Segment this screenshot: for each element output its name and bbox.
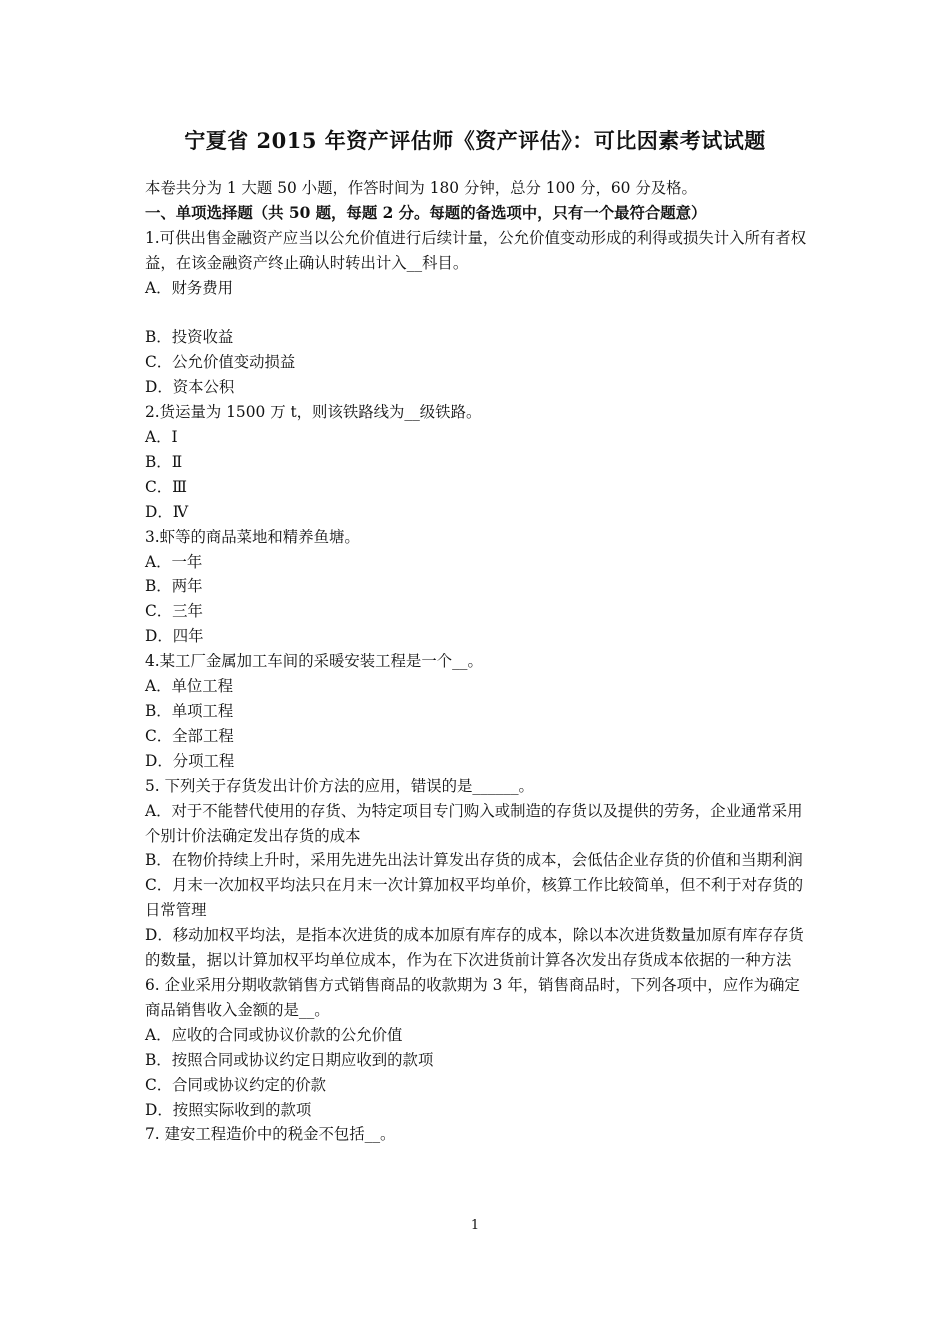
option-item: A．对于不能替代使用的存货、为特定项目专门购入或制造的存货以及提供的劳务，企业通常采用个别计价法确定发出存货的成本 bbox=[145, 801, 803, 845]
option-item: D．Ⅳ bbox=[145, 502, 189, 521]
option-item: A．财务费用 bbox=[145, 278, 234, 297]
question-stem: 6. 企业采用分期收款销售方式销售商品的收款期为 3 年，销售商品时，下列各项中，应作为确定商品销售收入金额的是__。 bbox=[145, 975, 800, 1019]
option-item: D．资本公积 bbox=[145, 378, 235, 397]
question-stem: 3.虾等的商品菜地和精养鱼塘。 bbox=[145, 527, 360, 546]
option-item: B．投资收益 bbox=[145, 328, 234, 347]
option-item: C．公允价值变动损益 bbox=[145, 353, 296, 372]
option-item: C．月末一次加权平均法只在月末一次计算加权平均单价，核算工作比较简单，但不利于对存货的日常管理 bbox=[145, 876, 804, 920]
option-item: B．两年 bbox=[145, 577, 203, 596]
option-item: C．合同或协议约定的价款 bbox=[145, 1075, 327, 1094]
question-stem: 2.货运量为 1500 万 t，则该铁路线为__级铁路。 bbox=[145, 403, 482, 422]
option-item: D．按照实际收到的款项 bbox=[145, 1100, 312, 1119]
exam-intro: 本卷共分为 1 大题 50 小题，作答时间为 180 分钟，总分 100 分，60 分及格。 bbox=[145, 179, 697, 197]
option-item: D．四年 bbox=[145, 627, 204, 646]
question-stem: 5. 下列关于存货发出计价方法的应用，错误的是______。 bbox=[145, 776, 534, 795]
option-item: B．单项工程 bbox=[145, 702, 234, 721]
page-title: 宁夏省 2015 年资产评估师《资产评估》：可比因素考试试题 bbox=[184, 128, 766, 153]
option-item: B．Ⅱ bbox=[145, 452, 183, 471]
option-item: A．Ⅰ bbox=[145, 428, 178, 447]
option-item: D．分项工程 bbox=[145, 751, 235, 770]
option-item: C．三年 bbox=[145, 602, 203, 621]
section-heading: 一、单项选择题（共 50 题，每题 2 分。每题的备选项中，只有一个最符合题意） bbox=[145, 203, 707, 222]
blank-line bbox=[145, 301, 815, 326]
question-stem: 1.可供出售金融资产应当以公允价值进行后续计量，公允价值变动形成的利得或损失计入所有者权益，在该金融资产终止确认时转出计入__科目。 bbox=[145, 228, 807, 272]
option-item: B．按照合同或协议约定日期应收到的款项 bbox=[145, 1050, 434, 1069]
option-item: B．在物价持续上升时，采用先进先出法计算发出存货的成本，会低估企业存货的价值和当期利润 bbox=[145, 851, 803, 870]
document-body bbox=[145, 176, 815, 1147]
option-item: A．应收的合同或协议价款的公允价值 bbox=[145, 1025, 403, 1044]
option-item: A．单位工程 bbox=[145, 677, 234, 696]
question-stem: 4.某工厂金属加工车间的采暖安装工程是一个__。 bbox=[145, 652, 483, 671]
page-number: 1 bbox=[470, 1218, 480, 1233]
option-item: C．全部工程 bbox=[145, 726, 234, 745]
option-item: C．Ⅲ bbox=[145, 477, 188, 496]
option-item: A．一年 bbox=[145, 552, 203, 571]
question-stem: 7. 建安工程造价中的税金不包括__。 bbox=[145, 1125, 396, 1144]
option-item: D．移动加权平均法，是指本次进货的成本加原有库存的成本，除以本次进货数量加原有库存存货的数量，据以计算加权平均单位成本，作为在下次进货前计算各次发出存货成本依据的一种方法 bbox=[145, 926, 804, 970]
